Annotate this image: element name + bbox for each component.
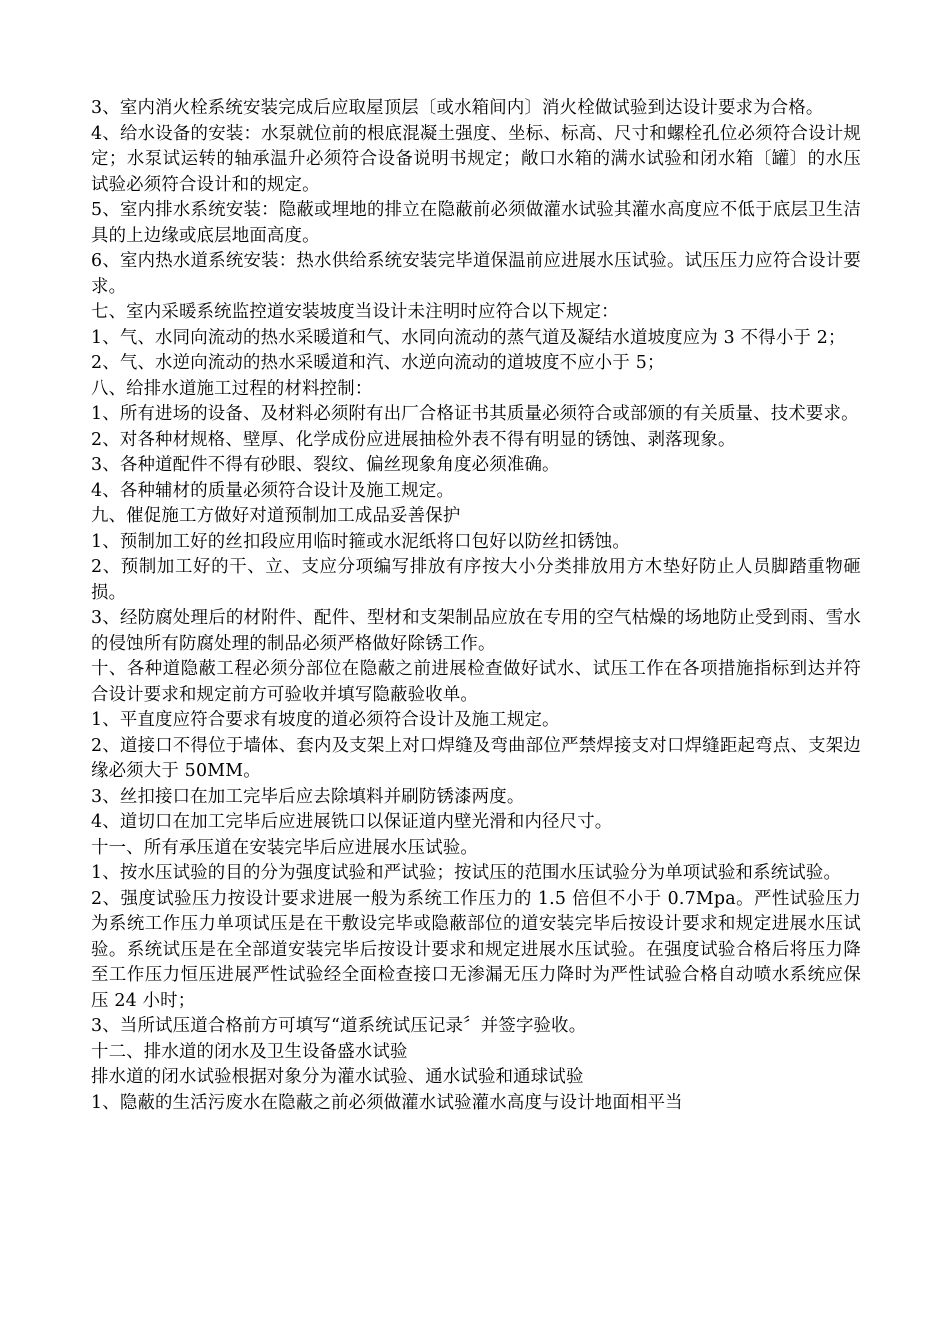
heading-section-12: 十二、排水道的闭水及卫生设备盛水试验: [91, 1041, 408, 1062]
paragraph-closed-water-test-types: 排水道的闭水试验根据对象分为灌水试验、通水试验和通球试验: [91, 1067, 584, 1087]
heading-section-7: 七、室内采暖系统监控道安装坡度当设计未注明时应符合以下规定：: [91, 302, 619, 322]
paragraph-anticorrosion-storage: 3、经防腐处理后的材附件、配件、型材和支架制品应放在专用的空气枯燥的场地防止受到雨、雪水的侵蚀所有防腐处理的制品必须严格做好除锈工作。: [91, 608, 861, 654]
paragraph-reverse-direction-slope: 2、气、水逆向流动的热水采暖道和汽、水逆向流动的道坡度不应小于 5；: [91, 353, 665, 373]
paragraph-fire-hydrant-test: 3、室内消火栓系统安装完成后应取屋顶层〔或水箱间内〕消火栓做试验到达设计要求为合格。: [91, 98, 824, 118]
paragraph-water-supply-equipment: 4、给水设备的安装：水泵就位前的根底混凝土强度、坐标、标高、尺寸和螺栓孔位必须符合设计规定；水泵试运转的轴承温升必须符合设备说明书规定；敞口水箱的满水试验和闭水箱〔罐〕的水压试验必须符合设计和的规定。: [91, 123, 861, 195]
paragraph-material-certificates: 1、所有进场的设备、及材料必须附有出厂合格证书其质量必须符合或部颁的有关质量、技术要求。: [91, 404, 859, 424]
paragraph-strength-test: 2、强度试验压力按设计要求进展一般为系统工作压力的 1.5 倍但不小于 0.7Mpa。严性试验压力为系统工作压力单项试压是在干敷设完毕或隐蔽部位的道安装完毕后按设计要求和规定进展水压试验。系统试压是在全部道安装完毕后按设计要求和规定进展水压试验。在强度试验合格后将压力降至工作压力恒压进展严性试验经全面检查接口无渗漏无压力降时为严性试验合格自动喷水系统应保压 24 小时；: [91, 888, 861, 1011]
heading-section-8: 八、给排水道施工过程的材料控制：: [91, 378, 373, 399]
paragraph-hot-water-system: 6、室内热水道系统安装：热水供给系统安装完毕道保温前应进展水压试验。试压压力应符合设计要求。: [91, 251, 861, 297]
paragraph-joint-position: 2、道接口不得位于墙体、套内及支架上对口焊缝及弯曲部位严禁焊接支对口焊缝距起弯点、支架边缘必须大于 50MM。: [91, 735, 861, 781]
paragraph-thread-protection: 1、预制加工好的丝扣段应用临时箍或水泥纸将口包好以防丝扣锈蚀。: [91, 531, 630, 552]
heading-section-10: 十、各种道隐蔽工程必须分部位在隐蔽之前进展检查做好试水、试压工作在各项措施指标到达并符合设计要求和规定前方可验收并填写隐蔽验收单。: [91, 659, 861, 705]
paragraph-pipe-cut: 4、道切口在加工完毕后应进展铣口以保证道内壁光滑和内径尺寸。: [91, 812, 613, 832]
paragraph-material-inspection: 2、对各种材规格、壁厚、化学成份应进展抽检外表不得有明显的锈蚀、剥落现象。: [91, 429, 736, 450]
paragraph-test-record: 3、当所试压道合格前方可填写“道系统试压记录〞并签字验收。: [91, 1016, 587, 1036]
heading-section-9: 九、催促施工方做好对道预制加工成品妥善保护: [91, 506, 461, 526]
paragraph-fittings-quality: 3、各种道配件不得有砂眼、裂纹、偏丝现象角度必须准确。: [91, 455, 560, 475]
paragraph-prefab-storage: 2、预制加工好的干、立、支应分项编写排放有序按大小分类排放用方木垫好防止人员脚踏重物砸损。: [91, 557, 861, 603]
heading-section-11: 十一、所有承压道在安装完毕后应进展水压试验。: [91, 837, 478, 858]
paragraph-concealed-waste-water: 1、隐蔽的生活污废水在隐蔽之前必须做灌水试验灌水高度与设计地面相平当: [91, 1092, 683, 1113]
paragraph-straightness: 1、平直度应符合要求有坡度的道必须符合设计及施工规定。: [91, 710, 560, 730]
paragraph-same-direction-slope: 1、气、水同向流动的热水采暖道和气、水同向流动的蒸气道及凝结水道坡度应为 3 不得小于 2；: [91, 327, 846, 348]
paragraph-indoor-drainage: 5、室内排水系统安装：隐蔽或埋地的排立在隐蔽前必须做灌水试验其灌水高度应不低于底层卫生洁具的上边缘或底层地面高度。: [91, 200, 861, 246]
paragraph-thread-joint-paint: 3、丝扣接口在加工完毕后应去除填料并刷防锈漆两度。: [91, 786, 525, 807]
paragraph-test-types: 1、按水压试验的目的分为强度试验和严试验；按试压的范围水压试验分为单项试验和系统试验。: [91, 863, 842, 883]
paragraph-auxiliary-materials: 4、各种辅材的质量必须符合设计及施工规定。: [91, 480, 455, 501]
document-page: [91, 96, 861, 1116]
